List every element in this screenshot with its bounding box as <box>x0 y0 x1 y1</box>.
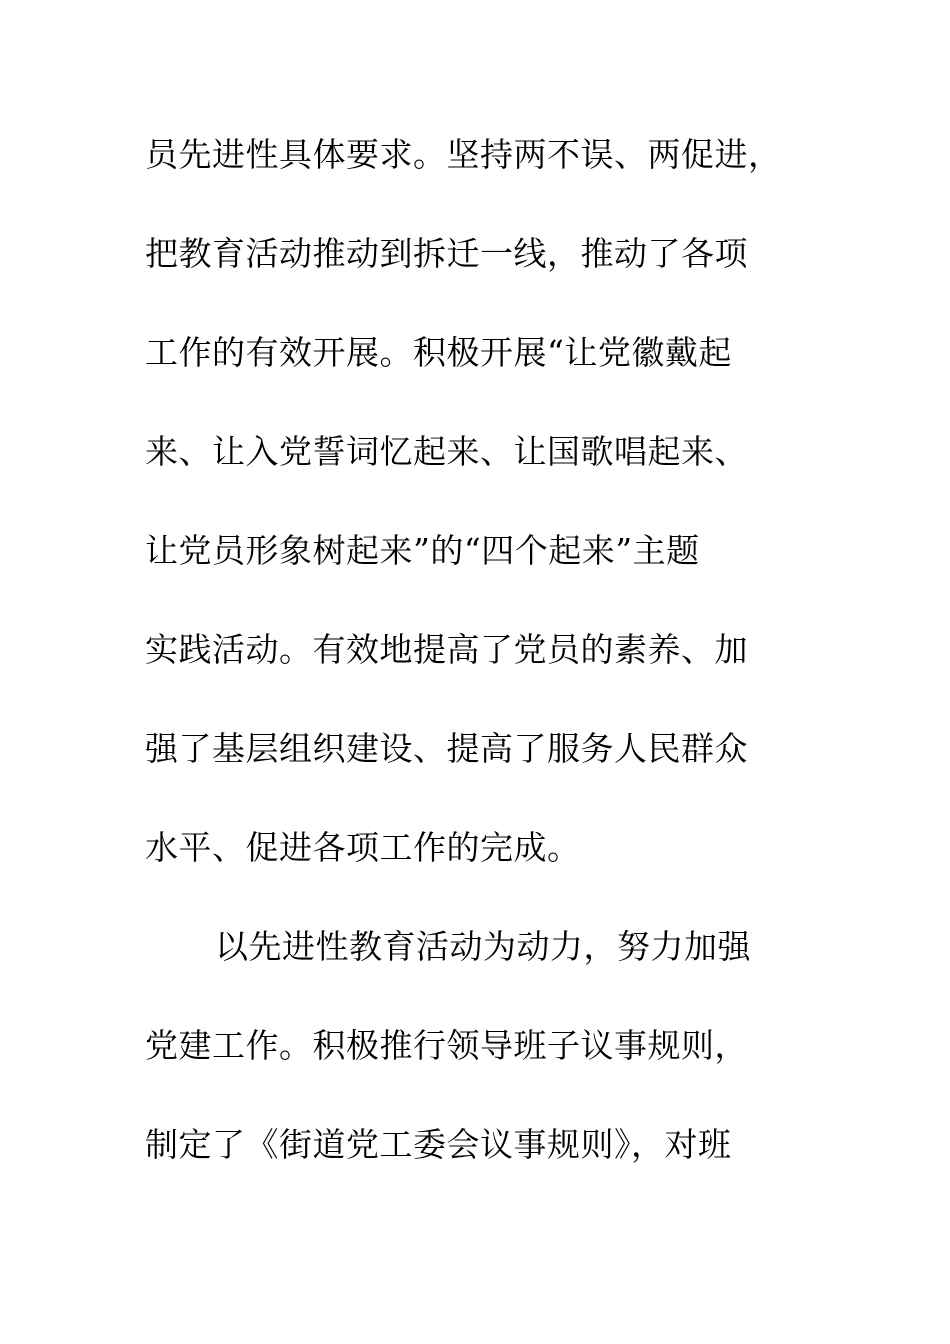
text-line: 强了基层组织建设、提高了服务人民群众 <box>145 729 748 768</box>
text-line: 党建工作。积极推行领导班子议事规则， <box>145 1026 748 1065</box>
text-line: 员先进性具体要求。坚持两不误、两促进， <box>145 135 782 174</box>
text-line: 实践活动。有效地提高了党员的素养、加 <box>145 630 748 669</box>
text-line: 工作的有效开展。积极开展“让党徽戴起 <box>145 333 732 372</box>
text-line: 把教育活动推动到拆迁一线，推动了各项 <box>145 234 748 273</box>
text-line: 让党员形象树起来”的“四个起来”主题 <box>145 531 700 570</box>
text-line: 水平、促进各项工作的完成。 <box>145 828 581 867</box>
paragraph-start-line: 以先进性教育活动为动力，努力加强 <box>215 927 751 966</box>
text-line: 制定了《街道党工委会议事规则》，对班 <box>145 1125 732 1164</box>
text-line: 来、让入党誓词忆起来、让国歌唱起来、 <box>145 432 748 471</box>
